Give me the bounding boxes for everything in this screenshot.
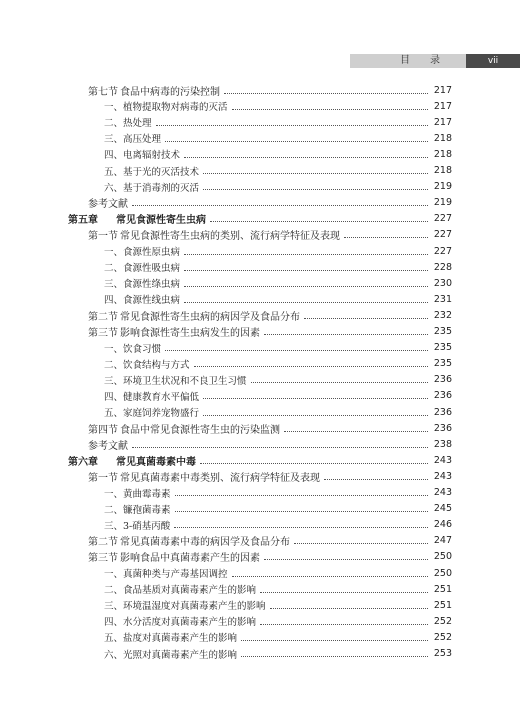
dot-leader	[132, 205, 428, 206]
toc-entry-title: 常见真菌毒素中毒类别、流行病学特征及表现	[120, 472, 320, 484]
dot-leader	[241, 640, 428, 641]
toc-page-number: 243	[433, 487, 452, 498]
toc-entry	[0, 275, 520, 291]
toc-entry-title: 常见真菌毒素中毒	[116, 456, 196, 468]
toc-page-number: 218	[433, 165, 452, 176]
toc-entry	[0, 82, 520, 98]
toc-entry-number: 第五章	[68, 215, 98, 227]
toc-entry-title: 二、热处理	[104, 118, 152, 130]
toc-entry-label	[104, 582, 258, 596]
toc-entry-label	[104, 99, 230, 113]
toc-entry-title: 参考文献	[88, 440, 128, 452]
toc-entry-title: 三、环境卫生状况和不良卫生习惯	[104, 375, 247, 387]
toc-entry-title: 三、高压处理	[104, 134, 162, 146]
toc-entry-title: 影响食源性寄生虫病发生的因素	[120, 328, 260, 339]
dot-leader	[294, 543, 428, 544]
toc-entry-number: 第三节	[88, 553, 118, 565]
toc-entry	[0, 372, 520, 388]
toc-entry	[0, 356, 520, 372]
toc-page-number: 235	[433, 326, 452, 337]
toc-entry-title: 二、食源性吸虫病	[104, 263, 181, 275]
toc-entry	[0, 533, 520, 549]
toc-entry-title: 常见真菌毒素中毒的病因学及食品分布	[120, 537, 290, 549]
dot-leader	[264, 334, 428, 335]
header-label-mu: 目	[400, 55, 410, 66]
toc-entry	[0, 420, 520, 436]
toc-page-number: 235	[433, 358, 452, 370]
dot-leader	[174, 527, 428, 528]
toc-page-number: 227	[433, 245, 452, 257]
toc-entry-title: 五、基于光的灭活技术	[104, 166, 200, 178]
toc-entry	[0, 581, 520, 597]
toc-entry-label	[104, 115, 154, 129]
toc-entry	[0, 195, 520, 211]
dot-leader	[156, 125, 428, 126]
dot-leader	[184, 286, 428, 287]
dot-leader	[324, 479, 428, 480]
dot-leader	[203, 415, 428, 416]
dot-leader	[284, 431, 428, 432]
toc-entry-label	[104, 598, 268, 612]
dot-leader	[200, 463, 428, 464]
toc-entry-label	[68, 211, 208, 226]
dot-leader	[270, 608, 428, 609]
toc-page-number: 219	[433, 181, 452, 193]
page-header	[350, 54, 520, 68]
dot-leader	[184, 157, 428, 158]
toc-page-number: 227	[433, 213, 452, 225]
toc-entry	[0, 146, 520, 162]
toc-entry-number: 第一节	[88, 472, 118, 484]
toc-entry-title: 二、镰孢菌毒素	[104, 504, 171, 516]
toc-entry-label	[88, 308, 302, 323]
toc-entry	[0, 340, 520, 356]
toc-page-number: 247	[433, 535, 452, 547]
toc-page-number: 228	[433, 261, 452, 273]
toc-entry-label	[88, 324, 262, 339]
toc-entry-label	[104, 630, 239, 644]
dot-leader	[260, 592, 428, 593]
toc-entry-title: 常见食源性寄生虫病的类别、流行病学特征及表现	[120, 231, 340, 243]
toc-page-number: 236	[433, 390, 452, 402]
toc-entry	[0, 613, 520, 629]
toc-entry-title: 四、水分活度对真菌毒素产生的影响	[104, 617, 257, 629]
toc-entry	[0, 98, 520, 114]
toc-entry	[0, 388, 520, 404]
toc-entry-title: 一、黄曲霉毒素	[104, 488, 171, 500]
toc-entry	[0, 324, 520, 340]
toc-entry-label	[104, 357, 192, 371]
dot-leader	[175, 495, 428, 496]
toc-entry-title: 二、食品基质对真菌毒素产生的影响	[104, 585, 257, 597]
toc-entry-label	[104, 486, 173, 500]
toc-page-number: 243	[433, 470, 452, 482]
toc-entry-title: 四、食源性线虫病	[104, 295, 181, 307]
toc-entry-label	[104, 292, 182, 306]
dot-leader	[232, 576, 428, 577]
toc-page-number: 230	[433, 277, 452, 289]
toc-entry	[0, 629, 520, 645]
toc-page-number: 250	[433, 567, 452, 579]
toc-entry-label	[68, 453, 198, 468]
toc-entry	[0, 485, 520, 501]
dot-leader	[165, 350, 428, 351]
header-label-lu: 录	[430, 55, 440, 66]
toc-entry	[0, 114, 520, 130]
toc-entry-label	[88, 195, 130, 210]
toc-entry-title: 影响食品中真菌毒素产生的因素	[120, 553, 260, 565]
toc-entry-number: 第三节	[88, 328, 118, 339]
toc-entry-title: 一、饮食习惯	[104, 343, 162, 355]
toc-entry-number: 第二节	[88, 537, 118, 549]
toc-entry-label	[104, 647, 239, 661]
toc-entry-number: 第七节	[88, 86, 118, 98]
toc-entry	[0, 646, 520, 662]
toc-entry	[0, 501, 520, 517]
toc-entry-label	[104, 389, 201, 403]
toc-page-number: 238	[433, 438, 452, 450]
dot-leader	[184, 254, 428, 255]
toc-page-number: 235	[433, 342, 452, 354]
toc-page-number: 253	[433, 648, 452, 659]
dot-leader	[232, 109, 428, 110]
toc-entry-title: 三、食源性绦虫病	[104, 279, 181, 291]
toc-entry-number: 第四节	[88, 424, 118, 436]
toc-entry-label	[88, 227, 342, 242]
dot-leader	[241, 656, 428, 657]
toc-entry-title: 四、健康教育水平偏低	[104, 391, 200, 403]
toc-entry-number: 第一节	[88, 231, 118, 243]
toc-entry-label	[88, 469, 322, 484]
toc-entry-title: 食品中常见食源性寄生虫的污染监测	[120, 424, 280, 436]
dot-leader	[224, 93, 428, 94]
toc-page-number: 250	[433, 551, 452, 563]
toc-entry-label	[88, 437, 130, 452]
toc-entry-label	[104, 518, 172, 532]
toc-entry-label	[104, 244, 182, 258]
toc-page-number: 218	[433, 148, 452, 160]
toc-entry-number: 第六章	[68, 456, 98, 468]
toc-entry-label	[104, 180, 201, 194]
toc-entry	[0, 307, 520, 323]
toc-entry-number: 第二节	[88, 311, 118, 323]
toc-entry	[0, 517, 520, 533]
toc-entry-title: 常见食源性寄生虫病	[116, 215, 206, 227]
toc-entry-title: 常见食源性寄生虫病的病因学及食品分布	[120, 311, 300, 323]
toc-entry-label	[88, 83, 222, 98]
toc-page-number: 246	[433, 519, 452, 531]
dot-leader	[251, 382, 428, 383]
toc-page-number: 217	[433, 100, 452, 112]
toc-entry-label	[104, 131, 163, 145]
toc-page-number: 252	[433, 631, 452, 643]
toc-entry-title: 五、盐度对真菌毒素产生的影响	[104, 633, 238, 645]
toc-entry-label	[104, 341, 163, 355]
toc-entry-label	[88, 421, 282, 436]
toc-entry-label	[104, 276, 182, 290]
toc-page-number: 232	[433, 309, 452, 321]
toc-entry-label	[104, 373, 249, 387]
toc-entry-title: 六、光照对真菌毒素产生的影响	[104, 649, 238, 661]
toc-entry-title: 一、真菌种类与产毒基因调控	[104, 569, 228, 580]
toc-entry	[0, 291, 520, 307]
dot-leader	[203, 189, 428, 190]
toc-entry	[0, 404, 520, 420]
toc-entry-label	[104, 614, 258, 628]
dot-leader	[203, 173, 428, 174]
toc-entry	[0, 259, 520, 275]
toc-entry-title: 三、3-硝基丙酸	[104, 520, 171, 532]
toc-page-number: 227	[433, 229, 452, 241]
toc-entry-label	[88, 549, 262, 564]
toc-page-number: 217	[433, 84, 452, 96]
toc-entry	[0, 549, 520, 565]
toc-entry-title: 一、食源性原虫病	[104, 247, 181, 258]
toc-page-number: 245	[433, 503, 452, 515]
toc-entry-title: 三、环境温湿度对真菌毒素产生的影响	[104, 601, 266, 613]
toc-page-number: 219	[433, 197, 452, 209]
toc-entry-title: 六、基于消毒剂的灭活	[104, 182, 200, 194]
dot-leader	[344, 237, 428, 238]
toc-entry	[0, 179, 520, 195]
dot-leader	[260, 624, 428, 625]
dot-leader	[194, 366, 428, 367]
toc-entry	[0, 227, 520, 243]
dot-leader	[264, 559, 428, 560]
toc-page-number: 236	[433, 374, 452, 386]
toc-entry	[0, 163, 520, 179]
toc-page-number: 217	[433, 116, 452, 128]
toc-entry	[0, 452, 520, 468]
toc-entry	[0, 243, 520, 259]
toc-entry-title: 四、电离辐射技术	[104, 150, 181, 162]
toc-page-number: 236	[433, 422, 452, 434]
toc-entry-title: 五、家庭饲养宠物盛行	[104, 408, 200, 419]
toc-entry-title: 食品中病毒的污染控制	[120, 86, 220, 98]
toc-entry-title: 一、植物提取物对病毒的灭活	[104, 102, 228, 114]
toc-page-number: 236	[433, 406, 452, 418]
page-number: vii	[466, 54, 520, 68]
toc-entry	[0, 436, 520, 452]
dot-leader	[203, 398, 428, 399]
toc-entry-label	[104, 147, 182, 161]
toc-page-number: 251	[433, 599, 452, 611]
toc-entry	[0, 565, 520, 581]
toc-entry	[0, 597, 520, 613]
dot-leader	[210, 221, 428, 222]
toc-page-number: 231	[433, 293, 452, 305]
toc-entry-label	[104, 502, 173, 516]
dot-leader	[132, 447, 428, 448]
dot-leader	[175, 511, 428, 512]
toc-entry-title: 二、饮食结构与方式	[104, 359, 190, 371]
dot-leader	[184, 302, 428, 303]
dot-leader	[184, 270, 428, 271]
toc-page-number: 218	[433, 132, 452, 144]
dot-leader	[304, 318, 428, 319]
toc-entry-label	[104, 164, 201, 178]
toc-entry	[0, 211, 520, 227]
toc-page-number: 251	[433, 583, 452, 595]
toc-entry-label	[104, 566, 230, 580]
toc-entry-label	[104, 405, 201, 419]
toc-page-number: 243	[433, 454, 452, 466]
toc-entry-title: 参考文献	[88, 199, 128, 211]
toc-page-number: 252	[433, 615, 452, 627]
toc-entry-label	[88, 533, 292, 548]
toc-entry	[0, 130, 520, 146]
toc-entry-label	[104, 260, 182, 274]
toc-entry	[0, 468, 520, 484]
dot-leader	[165, 141, 428, 142]
